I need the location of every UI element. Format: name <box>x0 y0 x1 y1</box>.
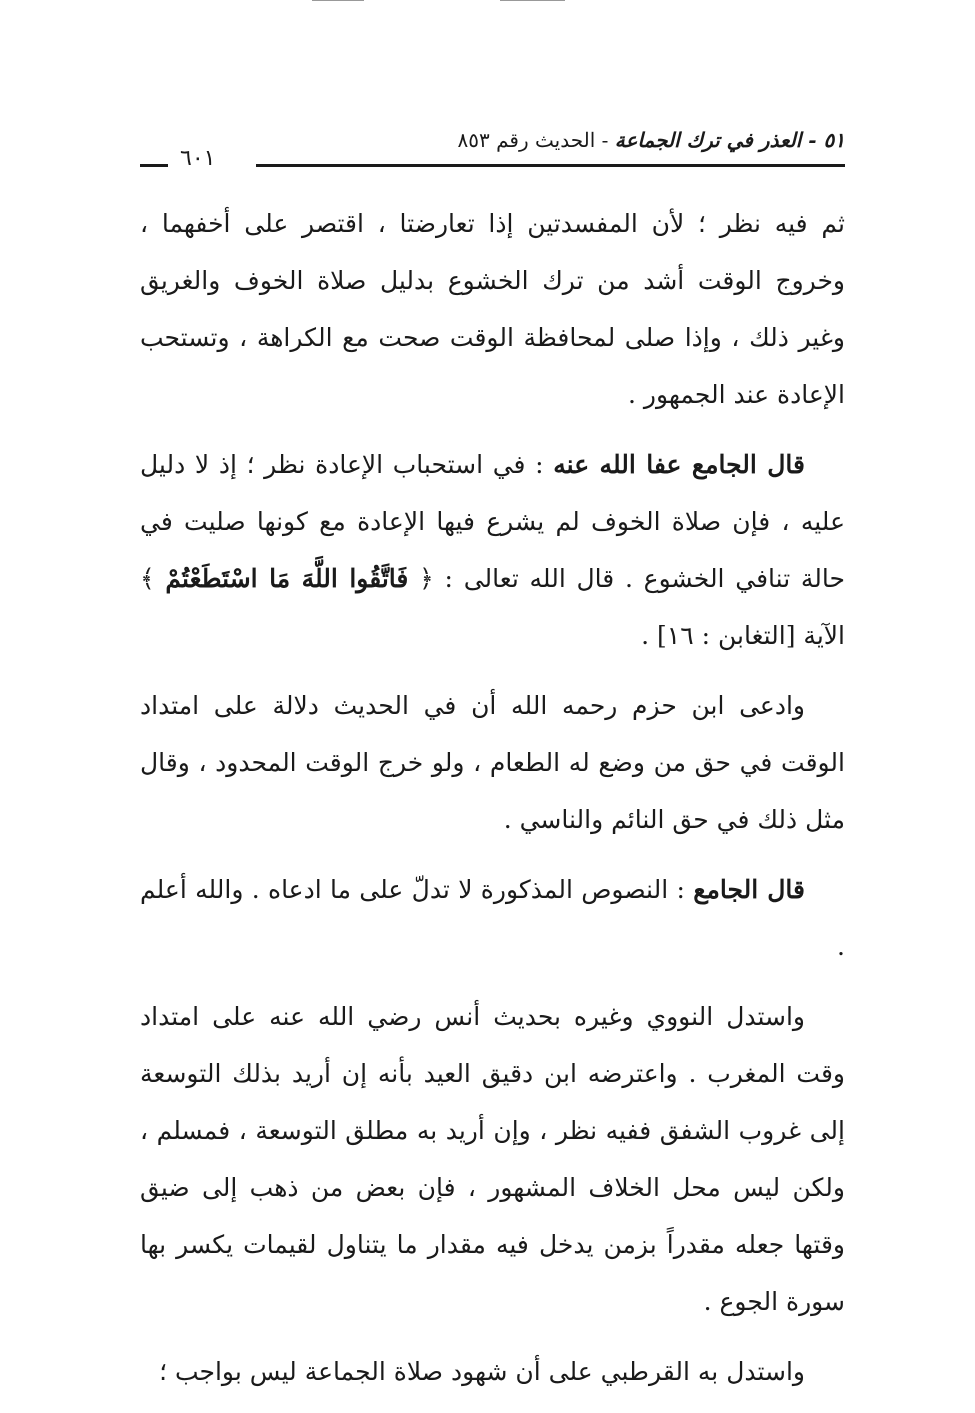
paragraph-5 <box>140 988 845 1330</box>
paragraph-text: واستدل النووي وغيره بحديث أنس رضي الله عنه على امتداد وقت المغرب . واعترضه ابن دقيق العيد بأنه إن أريد بذلك التوسعة إلى غروب الشفق ففيه نظر ، وإن أريد به مطلق التوسعة ، فمسلم ، ولكن ليس محل الخلاف المشهور ، فإن بعض من ذهب إلى ضيق وقتها جعله مقدراً بزمن يدخل فيه مقدار ما يتناول لقيمات يكسر بها سورة الجوع . <box>140 1002 845 1316</box>
paragraph-3 <box>140 677 845 848</box>
hadith-number: الحديث رقم ٨٥٣ <box>457 128 596 152</box>
verse-reference: ﴾ الآية [التغابن : ١٦] . <box>140 564 845 650</box>
top-scan-rule-right <box>500 0 565 1</box>
header-dash <box>140 164 168 167</box>
quran-verse: فَاتَّقُوا اللَّهَ مَا اسْتَطَعْتُمْ <box>165 564 409 593</box>
paragraph-text: : النصوص المذكورة لا تدلّ على ما ادعاه . والله أعلم . <box>140 875 845 961</box>
paragraph-lead: قال الجامع عفا الله عنه <box>553 450 805 479</box>
paragraph-lead: قال الجامع <box>693 875 806 904</box>
paragraph-4 <box>140 861 845 975</box>
paragraph-text: ثم فيه نظر ؛ لأن المفسدتين إذا تعارضتا ، اقتصر على أخفهما ، وخروج الوقت أشد من ترك الخشوع بدليل صلاة الخوف والغريق وغير ذلك ، وإذا صلى لمحافظة الوقت صحت مع الكراهة ، وتستحب الإعادة عند الجمهور . <box>140 209 845 409</box>
page-number: ٦٠١ <box>180 146 216 171</box>
running-header <box>140 118 845 180</box>
header-rule <box>256 164 845 167</box>
paragraph-1 <box>140 195 845 423</box>
paragraph-text: واستدل به القرطبي على أن شهود صلاة الجماعة ليس بواجب ؛ <box>159 1357 805 1386</box>
paragraph-text: : في استحباب الإعادة نظر ؛ إذ لا دليل عليه ، فإن صلاة الخوف لم يشرع فيها الإعادة مع كونها صليت في حالة تنافي الخشوع . قال الله تعالى : ﴿ <box>140 450 845 593</box>
paragraph-2 <box>140 436 845 664</box>
chapter-title: ٥١ - العذر في ترك الجماعة <box>614 128 845 152</box>
header-separator: - <box>601 128 609 152</box>
page-body <box>140 195 845 1413</box>
paragraph-text: وادعى ابن حزم رحمه الله أن في الحديث دلالة على امتداد الوقت في حق من وضع له الطعام ، ولو خرج الوقت المحدود ، وقال مثل ذلك في حق النائم والناسي . <box>140 691 845 834</box>
header-title <box>458 128 845 152</box>
top-scan-rule-left <box>312 0 364 1</box>
paragraph-6 <box>140 1343 845 1400</box>
